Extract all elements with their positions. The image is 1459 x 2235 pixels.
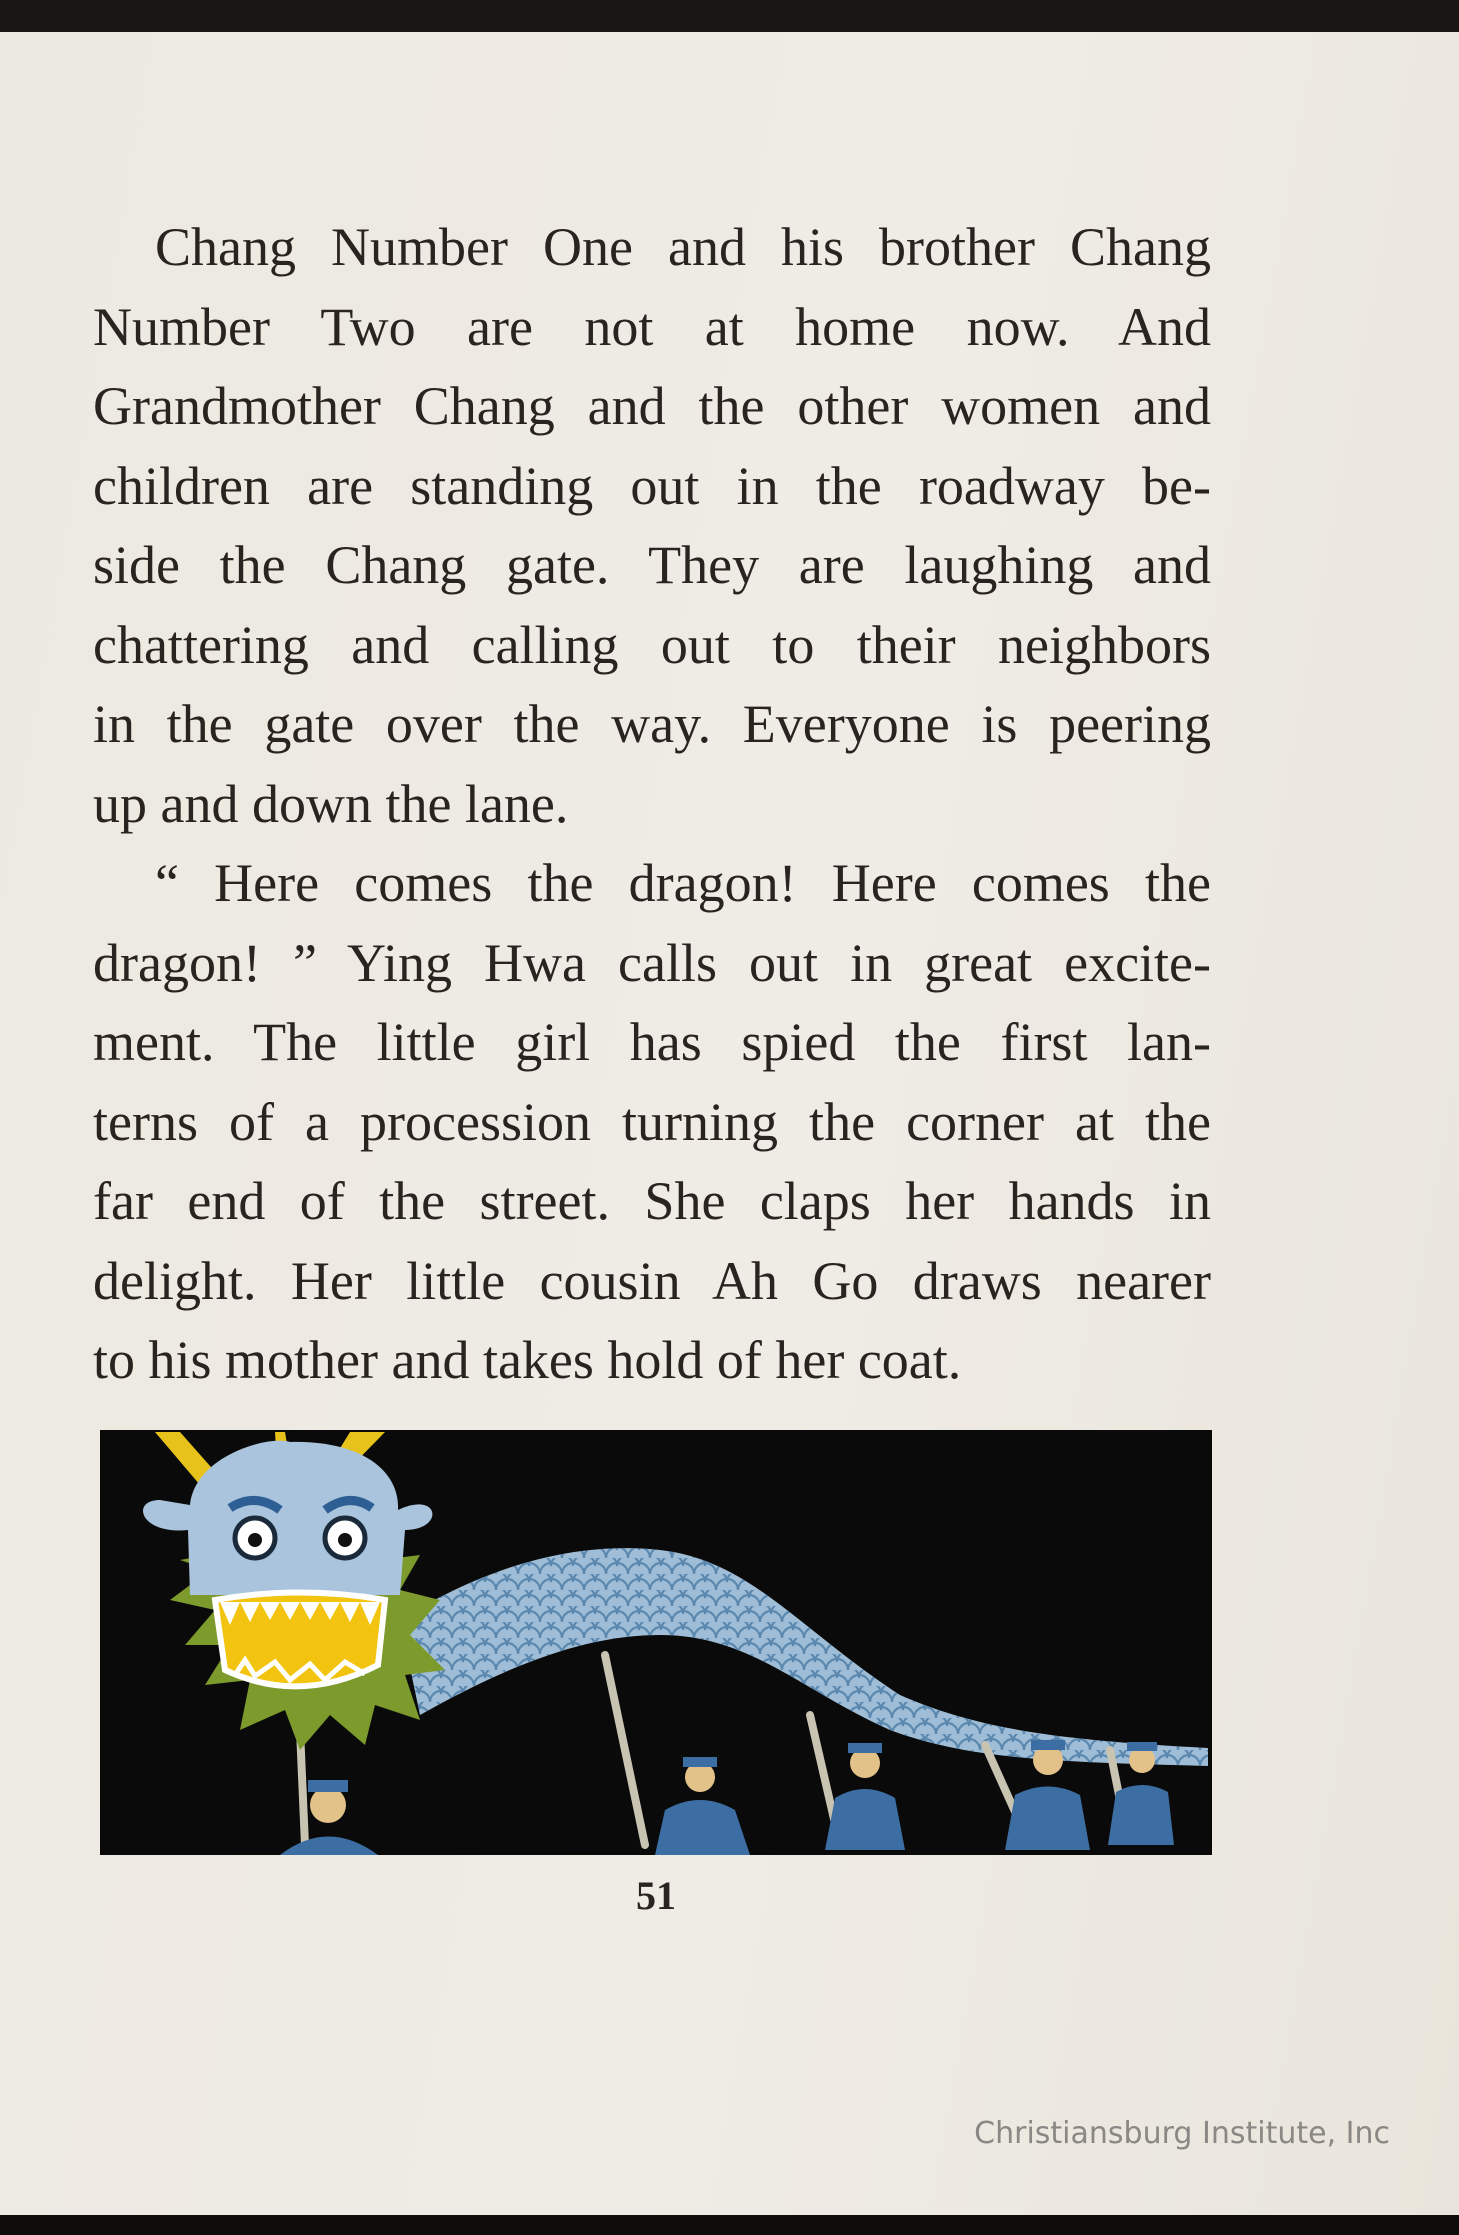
text-line: chattering and calling out to their neighbors <box>93 614 1211 675</box>
scan-edge <box>0 2215 1459 2235</box>
text-line: “ Here comes the dragon! Here comes the <box>155 853 1211 913</box>
text-line: children are standing out in the roadway be- <box>93 455 1211 516</box>
page-number: 51 <box>636 1873 676 1918</box>
text-line: to his mother and takes hold of her coat. <box>93 1330 962 1390</box>
text-line: Chang Number One and his brother Chang <box>155 217 1211 277</box>
text-line: in the gate over the way. Everyone is peering <box>93 694 1211 754</box>
text-line: terns of a procession turning the corner at the <box>93 1091 1211 1152</box>
text-line: ment. The little girl has spied the first lan- <box>93 1012 1211 1072</box>
text-line: Grandmother Chang and the other women and <box>93 376 1211 436</box>
text-line: delight. Her little cousin Ah Go draws nearer <box>93 1250 1211 1311</box>
body-text <box>93 208 1211 1401</box>
text-line: Number Two are not at home now. And <box>93 296 1211 357</box>
dragon-illustration <box>100 1430 1212 1855</box>
text-line: dragon! ” Ying Hwa calls out in great excite- <box>93 932 1211 993</box>
text-line: up and down the lane. <box>93 773 569 834</box>
watermark: Christiansburg Institute, Inc <box>974 2116 1390 2151</box>
text-line: side the Chang gate. They are laughing and <box>93 535 1211 595</box>
text-line: far end of the street. She claps her hands in <box>93 1171 1211 1231</box>
